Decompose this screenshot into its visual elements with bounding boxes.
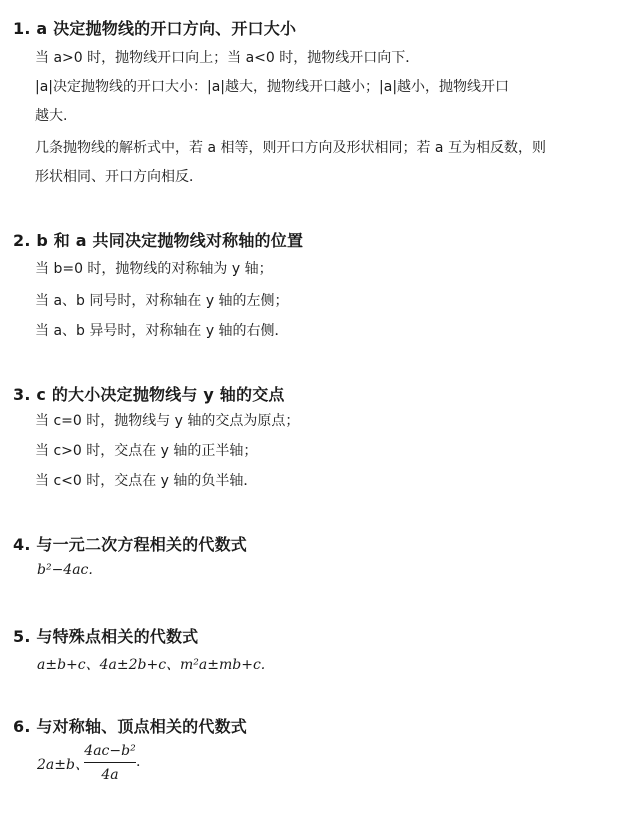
section-3-heading: 3. c 的大小决定抛物线与 y 轴的交点 [13,385,285,404]
section-3-line-3: 当 c<0 时，交点在 y 轴的负半轴． [35,473,258,489]
fraction-bar [84,762,136,763]
section-1-line-1: 当 a>0 时，抛物线开口向上；当 a<0 时，抛物线开口向下． [35,50,420,66]
section-1-heading: 1. a 决定抛物线的开口方向、开口大小 [13,19,297,38]
vertex-fraction [84,742,136,784]
fraction-numerator: 4ac−b² [84,743,136,759]
section-5-heading: 5. 与特殊点相关的代数式 [13,627,199,646]
section-4-heading: 4. 与一元二次方程相关的代数式 [13,535,247,554]
section-5-expression: a±b+c、4a±2b+c、m²a±mb+c. [37,657,266,673]
section-3-line-2: 当 c>0 时，交点在 y 轴的正半轴； [35,443,258,459]
section-2-line-2: 当 a、b 同号时，对称轴在 y 轴的左侧； [35,293,289,309]
fraction-denominator: 4a [101,767,119,783]
section-1-line-3: 越大. [35,108,68,124]
fraction-tail: . [136,754,141,770]
section-1-line-5: 形状相同、开口方向相反． [35,169,203,185]
section-3-line-1: 当 c=0 时，抛物线与 y 轴的交点为原点； [35,413,300,429]
section-1-line-4: 几条抛物线的解析式中，若 a 相等，则开口方向及形状相同；若 a 互为相反数，则 [35,140,546,156]
section-6-expression-prefix: 2a±b、 [37,757,89,773]
section-1-line-2: |a|决定抛物线的开口大小：|a|越大，抛物线开口越小；|a|越小，抛物线开口 [35,79,510,95]
section-2-line-3: 当 a、b 异号时，对称轴在 y 轴的右侧． [35,323,289,339]
section-2-heading: 2. b 和 a 共同决定抛物线对称轴的位置 [13,231,304,250]
section-6-heading: 6. 与对称轴、顶点相关的代数式 [13,717,247,736]
section-2-line-1: 当 b=0 时，抛物线的对称轴为 y 轴； [35,261,273,277]
section-4-expression: b²−4ac. [37,562,93,578]
